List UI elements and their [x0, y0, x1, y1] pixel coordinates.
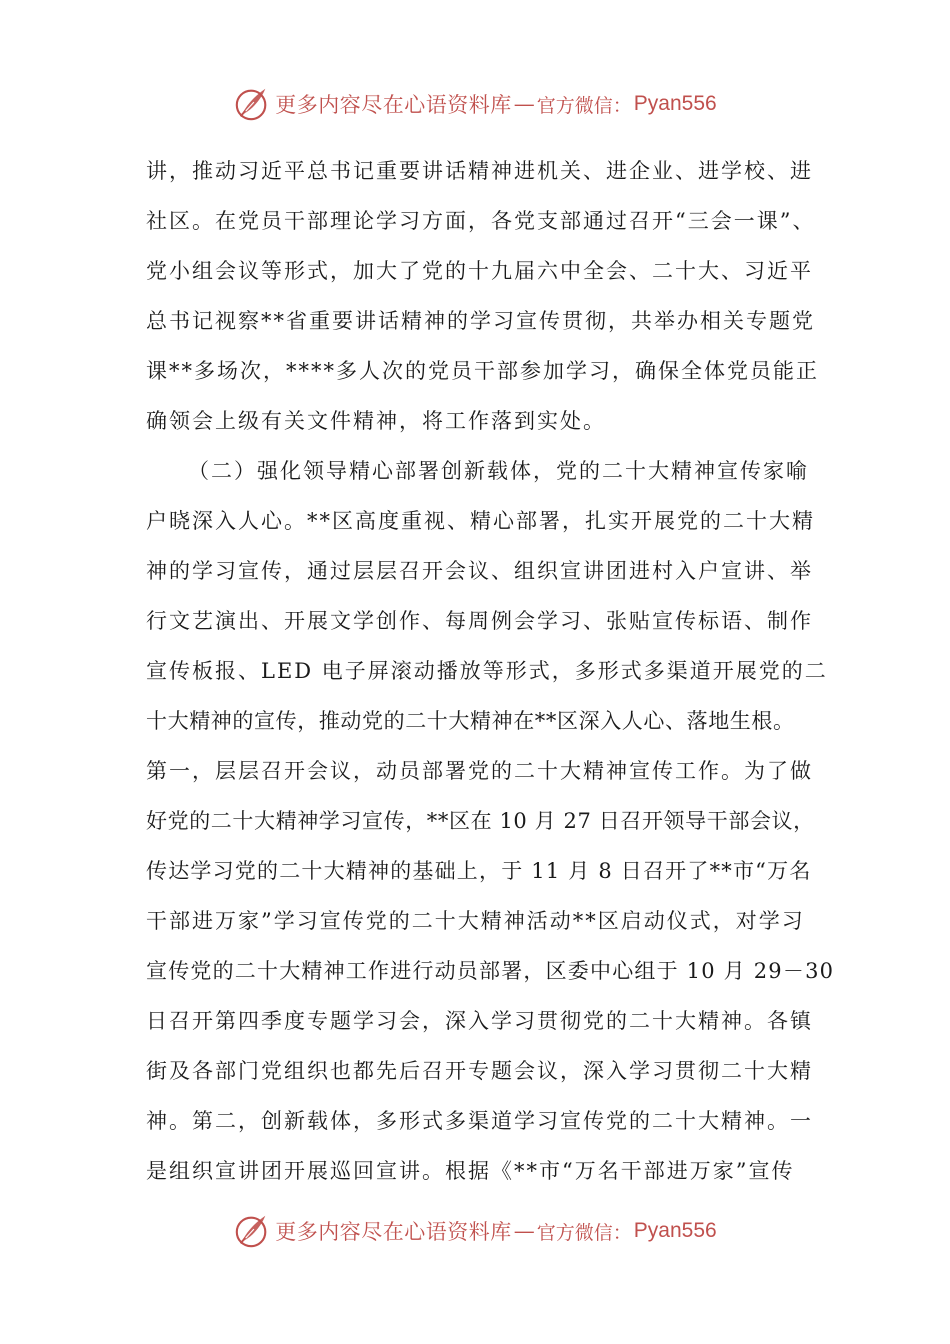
watermark-wechat-id: Pyan556	[633, 1219, 717, 1242]
text-line: 党小组会议等形式，加大了党的十九届六中全会、二十大、习近平	[146, 259, 813, 283]
text-line: 宣传党的二十大精神工作进行动员部署，区委中心组于 10 月 29－30	[146, 959, 835, 983]
watermark-site-text: 更多内容尽在心语资料库	[275, 1220, 512, 1244]
text-line: 是组织宣讲团开展巡回宣讲。根据《**市“万名干部进万家”宣传	[146, 1159, 795, 1183]
text-line: 行文艺演出、开展文学创作、每周例会学习、张贴宣传标语、制作	[146, 609, 813, 633]
text-line: 十大精神的宣传，推动党的二十大精神在**区深入人心、落地生根。	[146, 709, 795, 733]
text-line: 第一，层层召开会议，动员部署党的二十大精神宣传工作。为了做	[146, 759, 813, 783]
text-line: 日召开第四季度专题学习会，深入学习贯彻党的二十大精神。各镇	[146, 1009, 813, 1033]
header-watermark-banner	[0, 84, 950, 124]
text-line: 好党的二十大精神学习宣传，**区在 10 月 27 日召开领导干部会议，	[146, 809, 815, 833]
text-line: 神的学习宣传，通过层层召开会议、组织宣讲团进村入户宣讲、举	[146, 559, 813, 583]
text-line: 课**多场次，****多人次的党员干部参加学习，确保全体党员能正	[146, 359, 819, 383]
text-line: 总书记视察**省重要讲话精神的学习宣传贯彻，共举办相关专题党	[146, 309, 815, 333]
text-line: 街及各部门党组织也都先后召开专题会议，深入学习贯彻二十大精	[146, 1059, 813, 1083]
section-heading-line: （二）强化领导精心部署创新载体，党的二十大精神宣传家喻	[188, 459, 809, 483]
text-line: 户晓深入人心。**区高度重视、精心部署，扎实开展党的二十大精	[146, 509, 815, 533]
quill-in-circle-icon	[233, 85, 271, 123]
watermark-wechat-label: 官方微信：	[536, 1221, 632, 1244]
quill-in-circle-icon	[233, 1212, 271, 1250]
watermark-wechat-label: 官方微信：	[536, 94, 632, 117]
watermark-separator: —	[513, 1219, 535, 1243]
text-line: 传达学习党的二十大精神的基础上，于 11 月 8 日召开了**市“万名	[146, 859, 812, 883]
text-line: 干部进万家”学习宣传党的二十大精神活动**区启动仪式，对学习	[146, 909, 805, 933]
watermark-site-text: 更多内容尽在心语资料库	[275, 93, 512, 117]
watermark-wechat-id: Pyan556	[633, 92, 717, 115]
text-line: 确领会上级有关文件精神，将工作落到实处。	[146, 409, 606, 433]
document-body	[146, 146, 835, 1196]
footer-watermark-banner	[0, 1211, 950, 1251]
text-line: 宣传板报、LED 电子屏滚动播放等形式，多形式多渠道开展党的二	[146, 659, 828, 683]
text-line: 社区。在党员干部理论学习方面，各党支部通过召开“三会一课”、	[146, 209, 816, 233]
text-line: 讲，推动习近平总书记重要讲话精神进机关、进企业、进学校、进	[146, 159, 813, 183]
watermark-separator: —	[513, 92, 535, 116]
text-line: 神。第二，创新载体，多形式多渠道学习宣传党的二十大精神。一	[146, 1109, 813, 1133]
